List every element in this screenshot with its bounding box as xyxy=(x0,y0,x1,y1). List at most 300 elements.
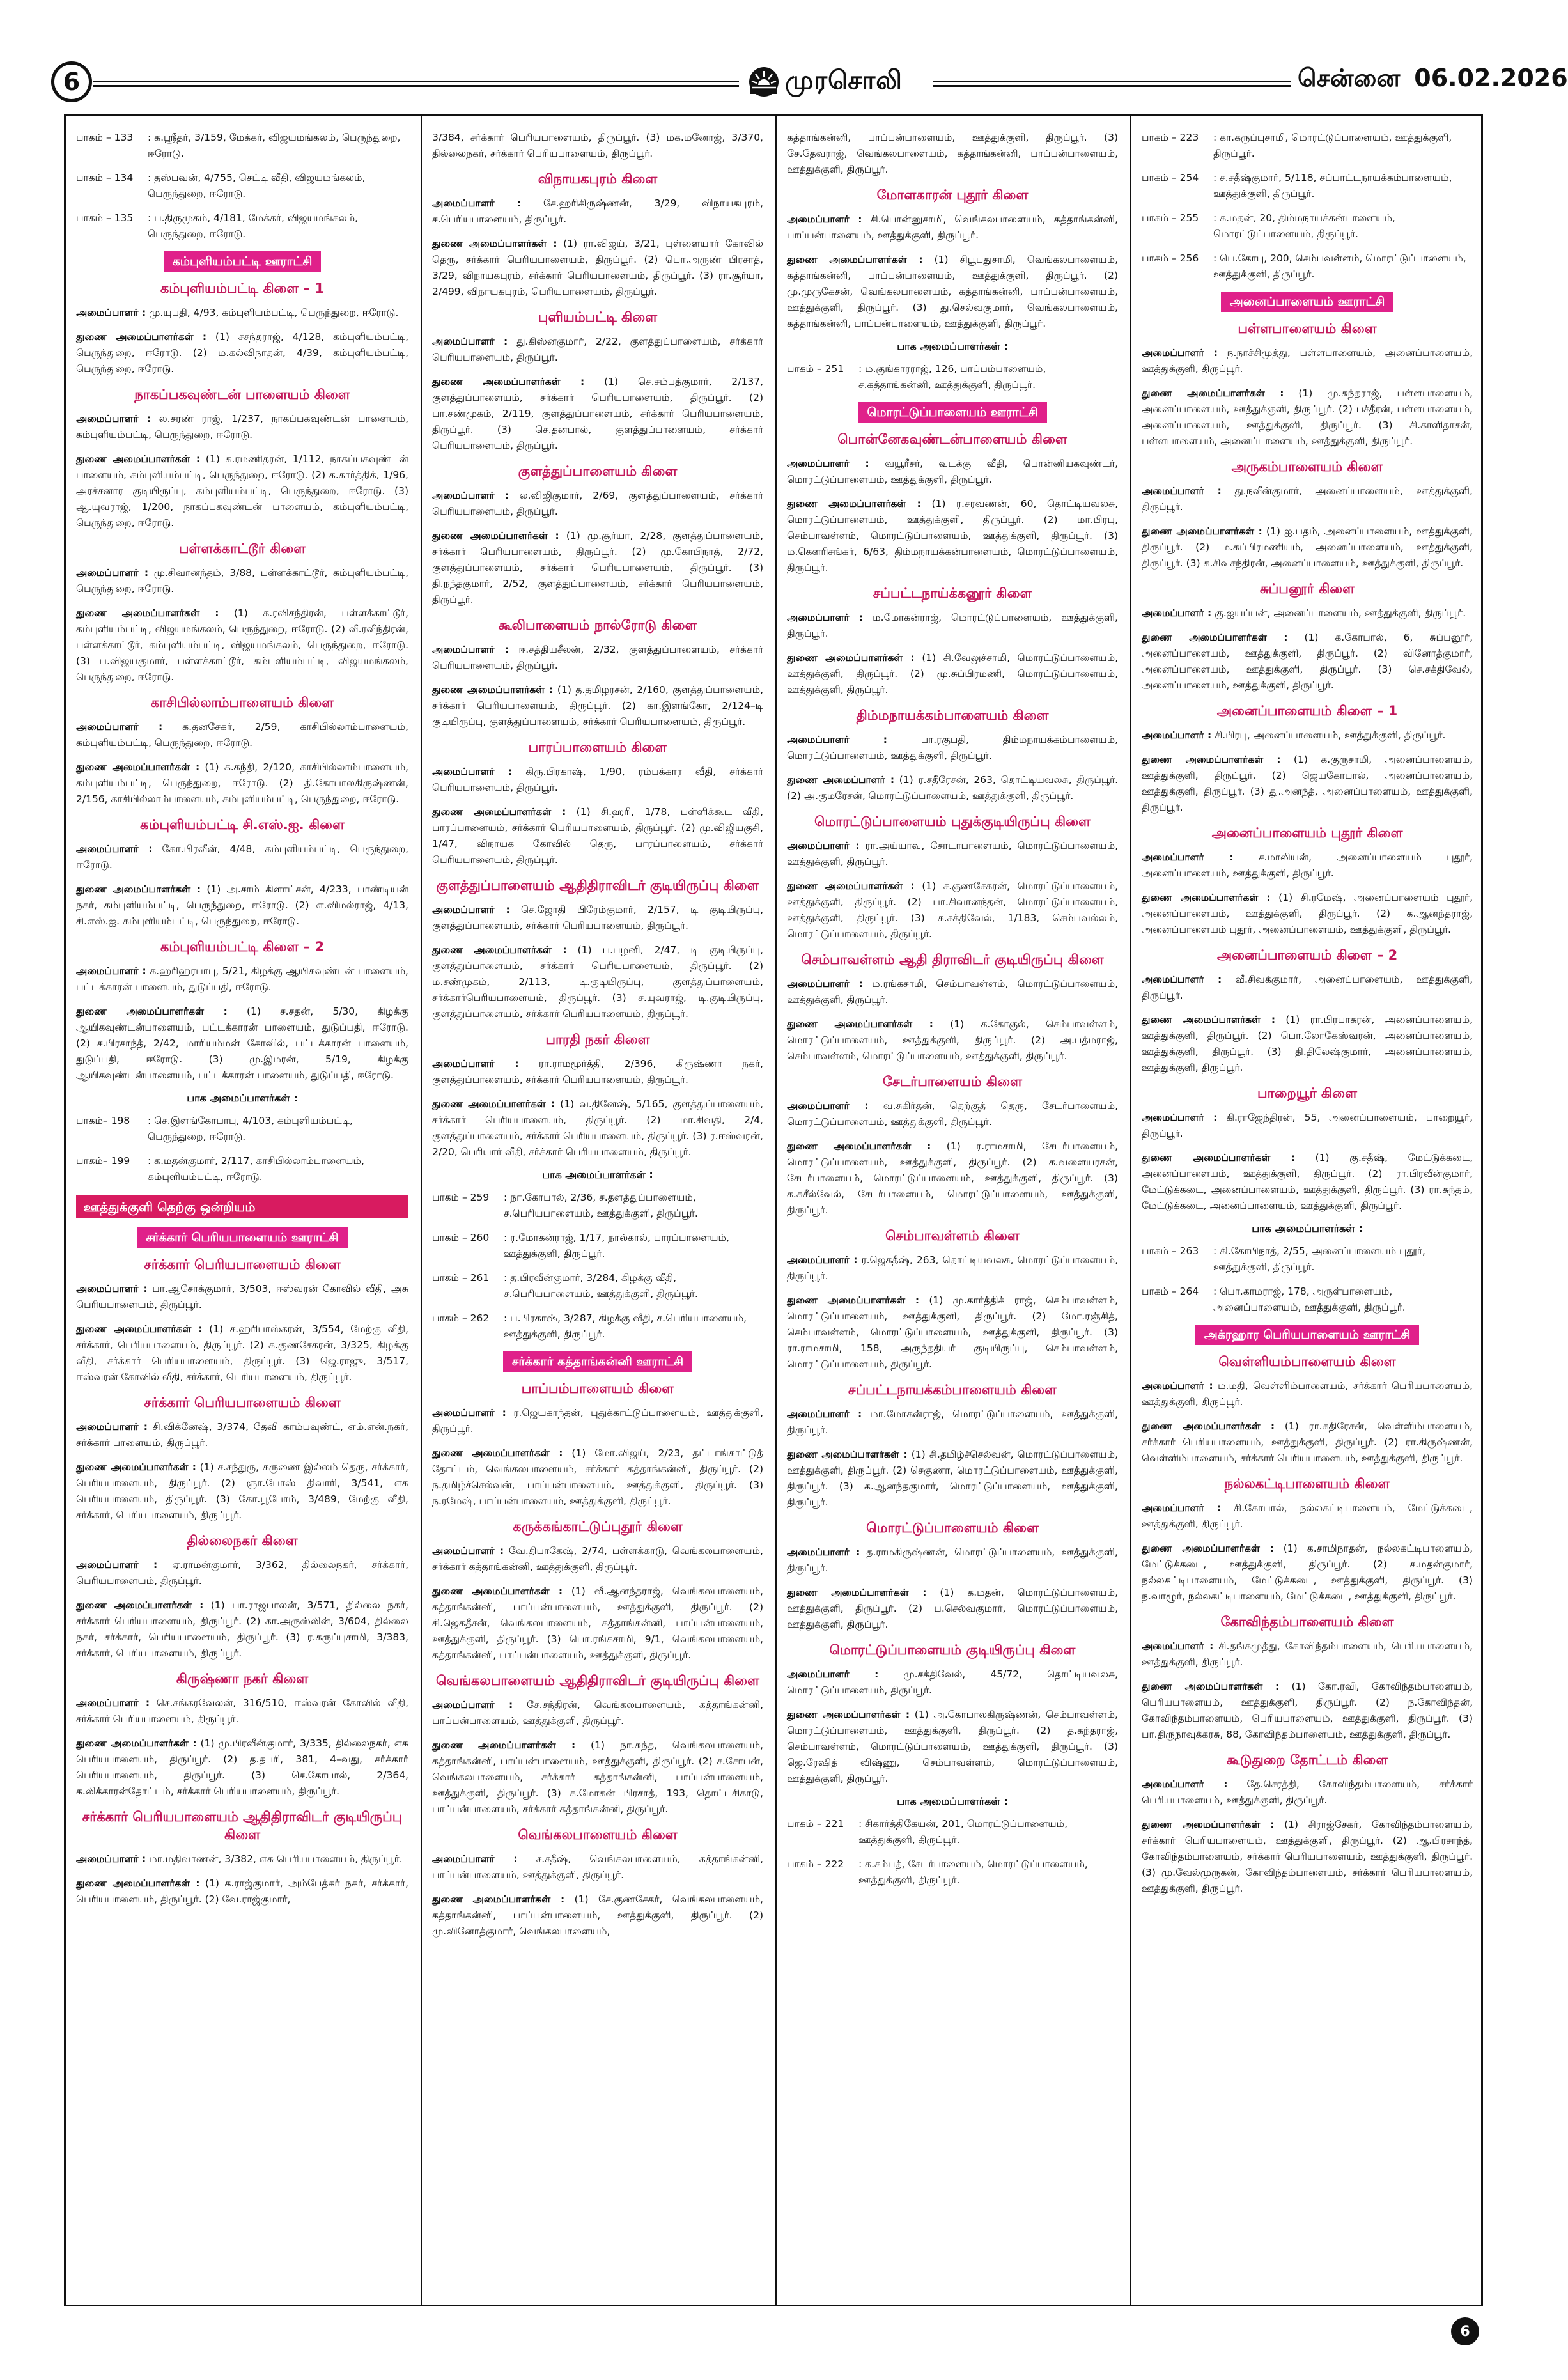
member-entry xyxy=(76,1598,408,1661)
member-text: (1) அ.கோபாலகிருஷ்ணன், செம்பாவள்ளம், மொரட்டுப்பாளையம், ஊத்துக்குளி, திருப்பூர். (2) த.கந்தராஜ், செம்பாவள்ளம், மொரட்டுப்பாளையம், ஊத்துக்குளி, திருப்பூர். (3) ஜெ.ரேஷித் விஷ்ணு, செம்பாவள்ளம், மொரட்டுப்பாளையம், ஊத்துக்குளி, திருப்பூர். xyxy=(787,1709,1118,1784)
member-text: க.தனசேகர், 2/59, காசிபில்லாம்பாளையம், கம்புளியம்பட்டி, பெருந்துறை, ஈரோடு. xyxy=(76,721,408,749)
member-entry xyxy=(76,305,408,321)
role-label: துணை அமைப்பாளர்கள் : xyxy=(432,1098,555,1110)
member-entry xyxy=(76,411,408,443)
booth-entry xyxy=(787,1856,1118,1888)
rising-sun-icon xyxy=(748,66,780,98)
role-label: துணை அமைப்பாளர்கள் : xyxy=(76,1461,196,1473)
booth-label: பாகம் – 262 xyxy=(432,1312,490,1324)
branch-heading: வெங்கலபாளையம் கிளை xyxy=(518,1827,678,1842)
branch-heading: மொரட்டுப்பாளையம் புதுக்குடியிருப்பு கிளை xyxy=(814,814,1091,829)
role-label: துணை அமைப்பாளர்கள் : xyxy=(432,1894,565,1905)
member-text: (1) பா.ராஜபாலன், 3/571, தில்லை நகர், சர்க்கார் பெரியபாளையம், திருப்பூர். (2) கா.அருஸ்லின், 3/604, தில்லை நகர், சர்க்கார், பெரியபாளையம், திருப்பூர். (3) ர.கருப்புசாமி, 3/383, சர்க்கார், பெரியபாளையம், திருப்பூர். xyxy=(76,1599,409,1659)
branch-heading: செம்பாவள்ளம் கிளை xyxy=(885,1228,1020,1243)
booth-entry xyxy=(76,210,408,242)
role-label: துணை அமைப்பாளர்கள் : xyxy=(76,761,200,773)
role-label: துணை அமைப்பாளர்கள் : xyxy=(1142,525,1262,537)
member-text: செ.ஜோதி பிரேம்குமார், 2/157, டி குடியிருப்பு, குளத்துப்பாளையம், சர்க்கார் பெரியபாளையம், திருப்பூர். xyxy=(432,904,763,931)
member-entry xyxy=(76,759,408,807)
member-text: (1) க.ரமணிதரன், 1/112, நாகப்பகவுண்டன் பாளையம், கம்புளியம்பட்டி, பெருந்துறை, ஈரோடு. (2) க.கார்த்திக், 1/96, அரச்சனார குடியிருப்பு, கம்புளியம்பட்டி, பெருந்துறை, ஈரோடு. (3) ஆ.யுவராஜ், 1/200, நாகப்பகவுண்டன் பாளையம், கம்புளியம்பட்டி, பெருந்துறை, ஈரோடு. xyxy=(76,453,409,529)
member-text: சி.தங்கமுத்து, கோவிந்தம்பாளையம், பெரியபாளையம், ஊத்துக்குளி, திருப்பூர். xyxy=(1142,1640,1473,1668)
booth-text: : கி.கோபிநாத், 2/55, அனைப்பாளையம் புதூர், ஊத்துக்குளி, திருப்பூர். xyxy=(1213,1245,1425,1273)
branch-heading: தில்லைநகர் கிளை xyxy=(187,1533,298,1548)
booth-label: பாகம் – 254 xyxy=(1142,172,1199,183)
edition-info xyxy=(1298,64,1568,96)
member-text: (1) மு.சுந்தராஜ், பள்ளபாளையம், அனைப்பாளையம், ஊத்துக்குளி, திருப்பூர். (2) பச்தீரன், பள்ளபாளையம், அனைப்பாளையம், ஊத்துக்குளி, திருப்பூர். (3) சி.காளிதாசன், பள்ளபாளையம், அனைப்பாளையம், ஊத்துக்குளி, திருப்பூர். xyxy=(1142,387,1473,447)
branch-heading: மொரட்டுப்பாளையம் கிளை xyxy=(866,1520,1039,1536)
branch-heading: சப்பட்டநாயக்கம்பாளையம் கிளை xyxy=(848,1382,1057,1397)
member-text: (1) க.ராஜ்குமார், அம்பேத்கர் நகர், சர்க்கார், பெரியபாளையம், திருப்பூர். (2) வே.ராஜ்குமார், xyxy=(76,1878,408,1905)
column-2 xyxy=(421,116,773,2305)
booth-text: : க.மதன், 20, திம்மநாயக்கன்பாளையம், மொரட்டுப்பாளையம், திருப்பூர். xyxy=(1213,212,1395,240)
member-text: (1) நா.சுந்த, வெங்கலபாளையம், கத்தாங்கன்னி, பாப்பன்பாளையம், ஊத்துக்குளி, திருப்பூர். (2) ச.சோபன், வெங்கலபாளையம், சர்க்கார் கத்தாங்கன்னி, பாப்பன்பாளையம், ஊத்துக்குளி, திருப்பூர். (3) க.மோகன் பிரசாத், 193, தொட்டசிகாடு, பாப்பன்பாளையம், சர்க்கார் கத்தாங்கன்னி, திருப்பூர். xyxy=(432,1739,763,1815)
role-label: துணை அமைப்பாளர்கள் : xyxy=(76,1006,228,1017)
member-text: தே.செரத்தி, கோவிந்தம்பாளையம், சர்க்கார் பெரியபாளையம், ஊத்துக்குளி, திருப்பூர். xyxy=(1142,1778,1473,1806)
booth-text: : ம.குங்காரராஜ், 126, பாப்பம்பாளையம், ச.கத்தாங்கன்னி, ஊத்துக்குளி, திருப்பூர். xyxy=(858,363,1046,391)
branch-heading: குளத்துப்பாளையம் ஆதிதிராவிடர் குடியிருப்பு கிளை xyxy=(436,878,759,893)
member-text: (1) ச.குணசேகரன், மொரட்டுப்பாளையம், ஊத்துக்குளி, திருப்பூர். (2) பா.சிவானந்தன், மொரட்டுப்பாளையம், ஊத்துக்குளி, திருப்பூர். (3) க.சக்திவேல், 1/183, செம்பவல்லம், மொரட்டுப்பாளையம், திருப்பூர். xyxy=(787,880,1118,940)
role-label: துணை அமைப்பாளர்கள் : xyxy=(787,652,915,664)
member-text: ச.மாலியன், அனைப்பாளையம் புதூர், அனைப்பாளையம், ஊத்துக்குளி, திருப்பூர். xyxy=(1142,852,1473,879)
member-entry xyxy=(76,719,408,751)
member-entry xyxy=(432,902,763,934)
booth-entry xyxy=(1142,251,1473,283)
member-text: (1) ஐ.பதம், அனைப்பாளையம், ஊத்துக்குளி, திருப்பூர். (2) ம.சுப்பிரமணியம், அனைப்பாளையம், ஊத்துக்குளி, திருப்பூர். (3) க.சிவசந்திரன், அனைப்பாளையம், ஊத்துக்குளி, திருப்பூர். xyxy=(1142,525,1473,569)
member-text: கோ.பிரவீன், 4/48, கம்புளியம்பட்டி, பெருந்துறை, ஈரோடு. xyxy=(76,843,408,871)
footer-page-number: 6 xyxy=(1451,2317,1479,2345)
booth-entry xyxy=(1142,170,1473,202)
booth-entry xyxy=(1142,210,1473,242)
member-entry xyxy=(432,236,763,300)
member-entry xyxy=(787,772,1118,804)
role-label: துணை அமைப்பாளர்கள் : xyxy=(787,1018,933,1030)
role-label: துணை அமைப்பாளர்கள் : xyxy=(787,1709,910,1720)
booth-organisers-heading: பாக அமைப்பாளர்கள் : xyxy=(897,340,1008,352)
member-text: சே.ஹரிகிருஷ்ணன், 3/29, விநாயகபுரம், ச.பெரியபாளையம், திருப்பூர். xyxy=(432,198,763,225)
role-label: அமைப்பாளர் : xyxy=(1142,607,1212,619)
edition-city: சென்னை xyxy=(1298,64,1401,92)
member-text: 3/384, சர்க்கார் பெரியபாளையம், திருப்பூர். (3) மக.மனோஜ், 3/370, தில்லைநகர், சர்க்கார் பெரியபாளையம், திருப்பூர். xyxy=(432,132,763,159)
role-label: துணை அமைப்பாளர்கள் : xyxy=(1142,754,1281,765)
member-entry xyxy=(1142,1817,1473,1897)
booth-label: பாகம் – 251 xyxy=(787,363,844,375)
booth-entry xyxy=(432,1230,763,1262)
member-entry xyxy=(787,1667,1118,1699)
union-heading: ஊத்துக்குளி தெற்கு ஒன்றியம் xyxy=(76,1195,408,1218)
branch-heading: பொன்னேகவுண்டன்பாளையம் கிளை xyxy=(837,432,1067,447)
booth-entry xyxy=(787,1816,1118,1848)
branch-heading: கூலிபாளையம் நால்ரோடு கிளை xyxy=(498,618,697,633)
branch-heading: அனைப்பாளையம் கிளை – 1 xyxy=(1216,703,1398,719)
booth-text: : பொ.காமராஜ், 178, அருள்பாளையம், அனைப்பாளையம், ஊத்துக்குளி, திருப்பூர். xyxy=(1213,1286,1406,1313)
member-entry xyxy=(787,610,1118,642)
role-label: துணை அமைப்பாளர்கள் : xyxy=(1142,1420,1275,1432)
member-text: (1) க.சாமிநாதன், நல்லகட்டிபாளையம், மேட்டுக்கடை, ஊத்துக்குளி, திருப்பூர். (2) ச.மதன்குமார், நல்லகட்டிபாளையம், மேட்டுக்கடை, ஊத்துக்குளி, திருப்பூர். (3) ந.வாழூர், நல்லகட்டிபாளையம், மேட்டுக்கடை, ஊத்துக்குளி, திருப்பூர். xyxy=(1142,1543,1473,1602)
header-rule-left xyxy=(93,81,739,87)
branch-heading: காசிபில்லாம்பாளையம் கிளை xyxy=(150,695,334,710)
member-text: (1) வீ.ஆனந்தராஜ், வெங்கலபாளையம், கத்தாங்கன்னி, பாப்பன்பாளையம், ஊத்துக்குளி, திருப்பூர். (2) சி.ஜெகதீசன், வெங்கலபாளையம், கத்தாங்கன்னி, பாப்பன்பாளையம், ஊத்துக்குளி, திருப்பூர். (3) பொ.ரங்கசாமி, 9/1, வெங்கலபாளையம், கத்தாங்கன்னி, பாப்பன்பாளையம், ஊத்துக்குளி, திருப்பூர். xyxy=(432,1585,763,1661)
member-text: ம.மதி, வெள்ளிம்பாளையம், சர்க்கார் பெரியபாளையம், ஊத்துக்குளி, திருப்பூர். xyxy=(1142,1380,1473,1408)
branch-heading: மோளகாரன் புதூர் கிளை xyxy=(876,187,1029,203)
member-text: (1) சி.ரமேஷ், அனைப்பாளையம் புதூர், அனைப்பாளையம், ஊத்துக்குளி, திருப்பூர். (2) க.ஆனந்தராஜ், அனைப்பாளையம் புதூர், அனைப்பாளையம், ஊத்துக்குளி, திருப்பூர். xyxy=(1142,892,1473,935)
member-entry xyxy=(1142,483,1473,515)
branch-heading: சேடர்பாளையம் கிளை xyxy=(883,1074,1022,1089)
booth-entry xyxy=(1142,1243,1473,1275)
role-label: அமைப்பாளர் : xyxy=(76,307,146,318)
role-label: துணை அமைப்பாளர்கள் : xyxy=(76,331,207,343)
role-label: துணை அமைப்பாளர்கள் : xyxy=(1142,387,1284,399)
role-label: அமைப்பாளர் : xyxy=(787,840,860,852)
member-text: து.கிஸ்னகுமார், 2/22, குளத்துப்பாளையம், சர்க்கார் பெரியபாளையம், திருப்பூர். xyxy=(432,336,763,363)
member-text: (1) ரா.பிரபாகரன், அனைப்பாளையம், ஊத்துக்குளி, திருப்பூர். (2) பொ.லோகேஸ்வரன், அனைப்பாளையம், ஊத்துக்குளி, திருப்பூர். (3) தி.திலேஷ்குமார், அனைப்பாளையம், ஊத்துக்குளி, திருப்பூர். xyxy=(1142,1014,1473,1073)
branch-heading: கிருஷ்ணா நகர் கிளை xyxy=(176,1671,309,1686)
member-text: (1) க.மதன், மொரட்டுப்பாளையம், ஊத்துக்குளி, திருப்பூர். (2) ப.செல்வகுமார், மொரட்டுப்பாளையம், ஊத்துக்குளி, திருப்பூர். xyxy=(787,1587,1118,1630)
booth-label: பாகம் – 263 xyxy=(1142,1245,1199,1257)
booth-label: பாகம் – 223 xyxy=(1142,132,1199,143)
member-text: (1) ச.ஹரிபாஸ்கரன், 3/554, மேற்கு வீதி, சர்க்கார், பெரியபாளையம், திருப்பூர். (2) க.குணசேகரன், 3/325, கிழக்கு வீதி, சர்க்கார் பெரியபாளையம், திருப்பூர். (3) ஜெ.ராஜு, 3/517, ஈஸ்வரன் கோவில் வீதி, சர்க்கார், பெரியபாளையம், திருப்பூர். xyxy=(76,1323,408,1383)
member-text: (1) ர.சரவணன், 60, தொட்டியவலசு, மொரட்டுப்பாளையம், ஊத்துக்குளி, திருப்பூர். (2) மா.பிரபு, செம்பாவள்ளம், மொரட்டுப்பாளையம், ஊத்துக்குளி, திருப்பூர். (3) ம.கௌரிசங்கர், 6/63, திம்மநாயக்கன்பாளையம், மொரட்டுப்பாளையம், திருப்பூர். xyxy=(787,498,1118,573)
role-label: அமைப்பாளர் : xyxy=(76,1421,148,1433)
branch-heading: பள்ளபாளையம் கிளை xyxy=(1238,321,1377,336)
role-label: அமைப்பாளர் : xyxy=(787,612,864,623)
member-entry xyxy=(1142,1638,1473,1670)
member-entry xyxy=(787,650,1118,698)
branch-heading: பாப்பம்பாளையம் கிளை xyxy=(521,1381,674,1396)
member-text: செ.சங்கரவேலன், 316/510, ஈஸ்வரன் கோவில் வீதி, சர்க்கார் பெரியபாளையம், திருப்பூர். xyxy=(76,1697,408,1725)
member-text: மா.மோகன்ராஜ், மொரட்டுப்பாளையம், ஊத்துக்குளி, திருப்பூர். xyxy=(787,1408,1118,1436)
member-text: ச.சதீஷ், வெங்கலபாளையம், கத்தாங்கன்னி, பாப்பன்பாளையம், ஊத்துக்குளி, திருப்பூர். xyxy=(432,1853,763,1881)
member-text: (1) ச.சந்துரு, கருணை இல்லம் தெரு, சர்க்கார், பெரியபாளையம், திருப்பூர். (2) ஞா.போஸ் திவாரி, 3/541, எசு பெரியபாளையம், திருப்பூர். (3) கோ.பூபோம், 3/489, மேற்கு வீதி, சர்க்கார், பெரியபாளையம், திருப்பூர். xyxy=(76,1461,409,1521)
member-entry xyxy=(432,1583,763,1663)
booth-text: : ர.மோகன்ராஜ், 1/17, நால்கால், பாரப்பாளையம், ஊத்துக்குளி, திருப்பூர். xyxy=(504,1232,729,1259)
role-label: துணை அமைப்பாளர்கள் : xyxy=(432,1585,563,1597)
booth-label: பாகம் – 259 xyxy=(432,1192,490,1203)
member-entry xyxy=(76,1851,408,1867)
member-text: (1) க.குருசாமி, அனைப்பாளையம், ஊத்துக்குளி, திருப்பூர். (2) ஜெயகோபால், அனைப்பாளையம், ஊத்துக்குளி, திருப்பூர். (3) து.அனந்த், அனைப்பாளையம், ஊத்துக்குளி, திருப்பூர். xyxy=(1142,754,1473,813)
member-entry xyxy=(787,1139,1118,1218)
branch-heading: வெங்கலபாளையம் ஆதிதிராவிடர் குடியிருப்பு கிளை xyxy=(436,1673,759,1688)
booth-text: : க.சம்பத், சேடர்பாளையம், மொரட்டுப்பாளையம், ஊத்துக்குளி, திருப்பூர். xyxy=(858,1858,1088,1886)
member-text: சி.விக்னேஷ், 3/374, தேவி காம்பவுண்ட், எம்.என்.நகர், சர்க்கார் பாளையம், திருப்பூர். xyxy=(76,1421,408,1449)
member-entry xyxy=(432,488,763,520)
member-entry xyxy=(787,1707,1118,1787)
member-text: (1) சே.குணசேகர், வெங்கலபாளையம், கத்தாங்கன்னி, பாப்பன்பாளையம், ஊத்துக்குளி, திருப்பூர். (2) மு.வினோத்குமார், வெங்கலபாளையம், xyxy=(432,1894,763,1937)
role-label: துணை அமைப்பாளர் : xyxy=(787,774,895,786)
branch-heading: கருக்கங்காட்டுப்புதூர் கிளை xyxy=(513,1519,683,1534)
panchayat-heading: சர்க்கார் கத்தாங்கன்னி ஊராட்சி xyxy=(503,1351,692,1372)
member-entry xyxy=(432,1892,763,1940)
role-label: துணை அமைப்பாளர்கள் : xyxy=(787,1295,920,1306)
role-label: அமைப்பாளர் : xyxy=(432,1853,518,1865)
booth-label: பாகம் – 134 xyxy=(76,172,134,183)
role-label: அமைப்பாளர் : xyxy=(76,567,149,579)
role-label: துணை அமைப்பாளர்கள் : xyxy=(432,944,567,956)
member-entry xyxy=(1142,1679,1473,1743)
member-entry xyxy=(76,882,408,929)
member-entry xyxy=(1142,345,1473,377)
booth-label: பாகம் – 135 xyxy=(76,212,134,224)
booth-entry xyxy=(76,170,408,202)
member-entry xyxy=(1142,890,1473,938)
branch-heading: சப்பட்டநாய்க்கனூர் கிளை xyxy=(873,586,1032,601)
member-text: (1) சி.ஹரி, 1/78, பள்ளிக்கூட வீதி, பாரப்பாளையம், சர்க்கார் பெரியபாளையம், திருப்பூர். (2) மு.விஜியகுசி, 1/47, விநாயக கோவில் தெரு, பாரப்பாளையம், சர்க்கார் பெரியபாளையம், திருப்பூர். xyxy=(432,806,763,866)
column-1 xyxy=(66,116,419,2305)
member-entry xyxy=(1142,1150,1473,1214)
member-entry xyxy=(1142,385,1473,449)
role-label: துணை அமைப்பாளர்கள் : xyxy=(432,684,554,696)
member-entry xyxy=(1142,630,1473,694)
member-entry xyxy=(1142,1012,1473,1076)
role-label: துணை அமைப்பாளர்கள் : xyxy=(787,1587,927,1598)
role-label: அமைப்பாளர் : xyxy=(432,1699,513,1711)
page-number-badge: 6 xyxy=(51,61,92,102)
booth-label: பாகம் – 261 xyxy=(432,1272,490,1284)
member-text: ம.மோகன்ராஜ், மொரட்டுப்பாளையம், ஊத்துக்குளி, திருப்பூர். xyxy=(787,612,1118,639)
booth-text: : த.பிரவீன்குமார், 3/284, கிழக்கு வீதி, ச.பெரியபாளையம், ஊத்துக்குளி, திருப்பூர். xyxy=(504,1272,698,1300)
role-label: துணை அமைப்பாளர்கள் : xyxy=(76,607,219,619)
member-entry xyxy=(1142,524,1473,572)
role-label: துணை அமைப்பாளர்கள் : xyxy=(76,1323,203,1335)
member-entry xyxy=(432,642,763,674)
branch-heading: பாரதி நகர் கிளை xyxy=(545,1032,650,1047)
member-text: சி.பிரபு, அனைப்பாளையம், ஊத்துக்குளி, திருப்பூர். xyxy=(1211,729,1446,741)
role-label: அமைப்பாளர் : xyxy=(1142,1112,1218,1123)
branch-heading: சர்க்கார் பெரியபாளையம் கிளை xyxy=(144,1257,341,1272)
role-label: துணை அமைப்பாளர்கள் : xyxy=(1142,1152,1295,1163)
role-label: அமைப்பாளர் : xyxy=(432,644,509,655)
member-text: (1) த.தமிழரசன், 2/160, குளத்துப்பாளையம், சர்க்கார் பெரியபாளையம், திருப்பூர். (2) கா.இளங்கோ, 2/124–டி குடியிருப்பு, குளத்துப்பாளையம், சர்க்கார் பெரியபாளையம், திருப்பூர். xyxy=(432,684,763,727)
role-label: துணை அமைப்பாளர்கள் : xyxy=(1142,1543,1274,1554)
member-entry xyxy=(76,1736,408,1800)
member-entry xyxy=(787,1447,1118,1511)
member-entry xyxy=(76,1321,408,1385)
member-entry xyxy=(787,456,1118,488)
branch-heading: செம்பாவள்ளம் ஆதி திராவிடர் குடியிருப்பு கிளை xyxy=(801,952,1104,967)
member-entry xyxy=(787,212,1118,244)
booth-organisers-heading: பாக அமைப்பாளர்கள் : xyxy=(542,1169,653,1181)
member-text: பா.ஆசோக்குமார், 3/503, ஈஸ்வரன் கோவில் வீதி, அசு பெரியபாளையம், திருப்பூர். xyxy=(76,1283,408,1311)
role-label: அமைப்பாளர் : xyxy=(787,1408,862,1420)
booth-text: : ப.பிரகாஷ், 3/287, கிழக்கு வீதி, ச.பெரியபாளையம், ஊத்துக்குளி, திருப்பூர். xyxy=(504,1312,747,1340)
member-entry xyxy=(76,565,408,597)
member-entry xyxy=(1142,1541,1473,1605)
member-text: ர.ஜெயகாந்தன், புதுக்காட்டுப்பாளையம், ஊத்துக்குளி, திருப்பூர். xyxy=(432,1407,763,1435)
booth-entry xyxy=(1142,130,1473,162)
member-text: (1) செ.சம்பத்குமார், 2/137, குளத்துப்பாளையம், சர்க்கார் பெரியபாளையம், திருப்பூர். (2) பா.சண்முகம், 2/119, குளத்துப்பாளையம், சர்க்கார் பெரியபாளையம், திருப்பூர். (3) செ.தனபால், குளத்துப்பாளையம், சர்க்கார் பெரியபாளையம், திருப்பூர். xyxy=(432,376,764,451)
header-rule-right xyxy=(933,81,1291,87)
member-entry xyxy=(1142,752,1473,816)
member-entry xyxy=(1142,605,1473,621)
member-entry xyxy=(1142,1110,1473,1142)
member-entry xyxy=(432,374,763,454)
role-label: துணை அமைப்பாளர்கள் : xyxy=(432,238,557,249)
member-entry xyxy=(76,1695,408,1727)
member-entry xyxy=(432,1096,763,1160)
role-label: அமைப்பாளர் : xyxy=(432,336,508,347)
branch-heading: பாறையூர் கிளை xyxy=(1257,1085,1357,1101)
role-label: அமைப்பாளர் : xyxy=(1142,1778,1228,1790)
column-3 xyxy=(775,116,1128,2305)
branch-heading: மொரட்டுப்பாளையம் குடியிருப்பு கிளை xyxy=(829,1642,1076,1658)
member-text: சி.பொன்னுசாமி, வெங்கலபாளையம், கத்தாங்கன்னி, பாப்பன்பாளையம், ஊத்துக்குளி, திருப்பூர். xyxy=(787,214,1118,241)
role-label: துணை அமைப்பாளர்கள் : xyxy=(1142,1014,1276,1025)
role-label: அமைப்பாளர் : xyxy=(432,1058,519,1069)
role-label: அமைப்பாளர் : xyxy=(787,1254,858,1266)
role-label: துணை அமைப்பாளர்கள் : xyxy=(1142,632,1288,643)
member-text: ர.ஜெகதீஷ், 263, தொட்டியவலசு, மொரட்டுப்பாளையம், திருப்பூர். xyxy=(787,1254,1118,1282)
member-text: (1) சிராஜ்சேகர், கோவிந்தம்பாளையம், சர்க்கார் பெரியபாளையம், ஊத்துக்குளி, திருப்பூர். (2) ஆ.பிரசாந்த், கோவிந்தம்பாளையம், சர்க்கார் பெரியபாளையம், ஊத்துக்குளி, திருப்பூர். (3) மு.வேல்முருகன், கோவிந்தம்பாளையம், சர்க்கார் பெரியபாளையம், ஊத்துக்குளி, திருப்பூர். xyxy=(1142,1819,1473,1894)
role-label: அமைப்பாளர் : xyxy=(76,843,153,855)
role-label: அமைப்பாளர் : xyxy=(787,1546,860,1558)
branch-heading: அனைப்பாளையம் புதூர் கிளை xyxy=(1211,825,1403,841)
member-text: (1) சசந்தராஜ், 4/128, கம்புளியம்பட்டி, பெருந்துறை, ஈரோடு. (2) ம.கல்விநாதன், 4/39, கம்புளியம்பட்டி, பெருந்துறை, ஈரோடு. xyxy=(76,331,408,375)
branch-heading: அருகம்பாளையம் கிளை xyxy=(1231,459,1383,474)
member-text: (1) கோ.ரவி, கோவிந்தம்பாளையம், பெரியபாளையம், ஊத்துக்குளி, திருப்பூர். (2) ந.கோவிந்தன், கோவிந்தம்பாளையம், பெரியபாளையம், ஊத்துக்குளி, திருப்பூர். (3) பா.திருநாவுக்கரசு, 88, கோவிந்தம்பாளையம், ஊத்துக்குளி, திருப்பூர். xyxy=(1142,1681,1473,1740)
member-entry xyxy=(76,1557,408,1589)
edition-date: 06.02.2026 xyxy=(1414,64,1568,92)
member-text: (1) அ.சாம் கிளாட்சன், 4/233, பாண்டியன் நகர், கம்புளியம்பட்டி, பெருந்துறை, ஈரோடு. (2) எ.விமல்ராஜ், 4/13, சி.எஸ்.ஐ. கம்புளியம்பட்டி, பெருந்துறை, ஈரோடு. xyxy=(76,883,409,927)
role-label: துணை அமைப்பாளர்கள் : xyxy=(432,806,566,818)
booth-organisers-heading: பாக அமைப்பாளர்கள் : xyxy=(187,1092,298,1104)
role-label: அமைப்பாளர் : xyxy=(432,904,510,915)
member-text: கு.ஐயப்பன், அனைப்பாளையம், ஊத்துக்குளி, திருப்பூர். xyxy=(1211,607,1466,619)
panchayat-heading: சர்க்கார் பெரியபாளையம் ஊராட்சி xyxy=(137,1227,347,1248)
role-label: துணை அமைப்பாளர்கள் : xyxy=(432,1447,563,1459)
member-text: (1) க.ரவிசந்திரன், பள்ளக்காட்டூர், கம்புளியம்பட்டி, விஜயமங்கலம், பெருந்துறை, ஈரோடு. (2) வீ.ரவீந்திரன், பள்ளக்காட்டூர், கம்புளியம்பட்டி, விஜயமங்கலம், பெருந்துறை, ஈரோடு. (3) ப.விஜயகுமார், பள்ளக்காட்டூர், கம்புளியம்பட்டி, விஜயமங்கலம், பெருந்துறை, ஈரோடு. xyxy=(76,607,409,683)
member-entry xyxy=(76,1419,408,1451)
role-label: அமைப்பாளர் : xyxy=(1142,852,1234,863)
member-entry xyxy=(787,1544,1118,1576)
member-entry xyxy=(432,1056,763,1088)
member-text: க.ஹரிஹரபாபு, 5/21, கிழக்கு ஆயிகவுண்டன் பாளையம், பட்டக்காரன் பாளையம், துடுப்பதி, ஈரோடு. xyxy=(76,965,408,993)
role-label: துணை அமைப்பாளர்கள் : xyxy=(1142,1681,1280,1692)
role-label: துணை அமைப்பாளர்கள் : xyxy=(76,883,201,895)
role-label: அமைப்பாளர் : xyxy=(1142,729,1212,741)
paper-name: முரசொலி xyxy=(785,65,903,95)
member-entry xyxy=(787,1585,1118,1633)
member-text: மு.யுபதி, 4/93, கம்புளியம்பட்டி, பெருந்துறை, ஈரோடு. xyxy=(146,307,399,318)
booth-text: : க.ஸ்ரீதர், 3/159, மேக்கர், விஜயமங்கலம், பெருந்துறை, ஈரோடு. xyxy=(148,132,401,159)
member-text: (1) வ.தினேஷ், 5/165, குளத்துப்பாளையம், சர்க்கார் பெரியபாளையம், திருப்பூர். (2) மா.சிவதி, 2/4, குளத்துப்பாளையம், சர்க்கார் பெரியபாளையம், திருப்பூர். (3) ர.ஈஸ்வரன், 2/20, பெரியார் வீதி, சர்க்கார் பெரியபாளையம், திருப்பூர். xyxy=(432,1098,763,1158)
member-entry xyxy=(432,804,763,868)
role-label: அமைப்பாளர் : xyxy=(432,1545,504,1557)
booth-text: : க.மதன்குமார், 2/117, காசிபில்லாம்பாளையம், கம்புளியம்பட்டி, ஈரோடு. xyxy=(148,1155,364,1183)
member-entry xyxy=(1142,1777,1473,1808)
role-label: துணை அமைப்பாளர்கள் : xyxy=(432,1739,576,1751)
role-label: துணை அமைப்பாளர்கள் : xyxy=(787,880,915,892)
booth-text: : சிகார்த்திகேயன், 201, மொரட்டுப்பாளையம், ஊத்துக்குளி, திருப்பூர். xyxy=(858,1818,1068,1846)
member-entry xyxy=(76,1281,408,1313)
member-entry xyxy=(432,682,763,730)
member-entry xyxy=(432,764,763,796)
role-label: அமைப்பாளர் : xyxy=(76,413,151,424)
member-text: மா.மதிவாணன், 3/382, எசு பெரியபாளையம், திருப்பூர். xyxy=(146,1853,403,1865)
branch-heading: அனைப்பாளையம் கிளை – 2 xyxy=(1216,947,1398,963)
member-text: ரா.ராமமூர்த்தி, 2/396, கிருஷ்ணா நகர், குளத்துப்பாளையம், சர்க்கார் பெரியபாளையம், திருப்பூர். xyxy=(432,1058,763,1085)
paper-logo xyxy=(748,64,903,100)
role-label: அமைப்பாளர் : xyxy=(1142,1640,1214,1652)
member-text: (1) கு.சதீஷ், மேட்டுக்கடை, அனைப்பாளையம், ஊத்துக்குளி, திருப்பூர். (2) ரா.பிரவீன்குமார், மேட்டுக்கடை, அனைப்பாளையம், ஊத்துக்குளி, திருப்பூர். (3) ரா.சுந்தம், மேட்டுக்கடை, அனைப்பாளையம், ஊத்துக்குளி, திருப்பூர். xyxy=(1142,1152,1473,1211)
role-label: துணை அமைப்பாளர்கள் : xyxy=(787,1140,931,1152)
role-label: துணை அமைப்பாளர்கள் : xyxy=(1142,892,1271,903)
member-text: (1) மு.கார்த்திக் ராஜ், செம்பாவள்ளம், மொரட்டுப்பாளையம், ஊத்துக்குளி, திருப்பூர். (2) மோ.ரஞ்சித், செம்பாவள்ளம், மொரட்டுப்பாளையம், ஊத்துக்குளி, திருப்பூர். (3) ரா.ராமசாமி, 158, அருந்ததியர் குடியிருப்பு, செம்பாவள்ளம், மொரட்டுப்பாளையம், திருப்பூர். xyxy=(787,1295,1118,1370)
member-text: (1) க.கந்தி, 2/120, காசிபில்லாம்பாளையம், கம்புளியம்பட்டி, பெருந்துறை, ஈரோடு. (2) தி.கோபாலகிருஷ்ணன், 2/156, காசிபில்லாம்பாளையம், கம்புளியம்பட்டி, பெருந்துறை, ஈரோடு. xyxy=(76,761,409,805)
member-entry xyxy=(432,1445,763,1509)
member-text: து.நவீன்குமார், அனைப்பாளையம், ஊத்துக்குளி, திருப்பூர். xyxy=(1142,485,1473,513)
member-text: கத்தாங்கன்னி, பாப்பன்பாளையம், ஊத்துக்குளி, திருப்பூர். (3) சே.தேவராஜ், வெங்கலபாளையம், கத்தாங்கன்னி, பாப்பன்பாளையம், ஊத்துக்குளி, திருப்பூர். xyxy=(787,132,1118,175)
member-entry xyxy=(787,252,1118,332)
member-text: கிரு.பிரகாஷ், 1/90, ரம்பக்கார வீதி, சர்க்கார் பெரியபாளையம், திருப்பூர். xyxy=(432,766,763,793)
role-label: அமைப்பாளர் : xyxy=(787,734,887,745)
booth-label: பாகம் – 222 xyxy=(787,1858,844,1870)
panchayat-heading: அனைப்பாளையம் ஊராட்சி xyxy=(1221,292,1394,312)
role-label: அமைப்பாளர் : xyxy=(787,978,863,990)
role-label: அமைப்பாளர் : xyxy=(432,1407,506,1419)
booth-entry xyxy=(76,1113,408,1145)
booth-label: பாகம்– 198 xyxy=(76,1115,130,1126)
member-text: ல.சரண் ராஜ், 1/237, நாகப்பகவுண்டன் பாளையம், கம்புளியம்பட்டி, பெருந்துறை, ஈரோடு. xyxy=(76,413,409,440)
branch-heading: கம்புளியம்பட்டி கிளை – 1 xyxy=(160,281,325,296)
member-entry xyxy=(432,1697,763,1729)
booth-entry xyxy=(787,361,1118,393)
booth-label: பாகம்– 199 xyxy=(76,1155,130,1167)
booth-label: பாகம் – 256 xyxy=(1142,253,1199,264)
member-text: (1) க.கோபால், 6, சுப்பனூர், அனைப்பாளையம், ஊத்துக்குளி, திருப்பூர். (2) வினோத்குமார், அனைப்பாளையம், ஊத்துக்குளி, திருப்பூர். (3) செ.சக்திவேல், அனைப்பாளையம், ஊத்துக்குளி, திருப்பூர். xyxy=(1142,632,1473,691)
role-label: அமைப்பாளர் : xyxy=(1142,347,1218,359)
member-text: (1) ரா.கதிரேசன், வெள்ளிம்பாளையம், சர்க்கார் பெரியபாளையம், ஊத்துக்குளி, திருப்பூர். (2) ரா.கிருஷ்ணன், வெள்ளிம்பாளையம், சர்க்கார் பெரியபாளையம், ஊத்துக்குளி, திருப்பூர். xyxy=(1142,1420,1473,1464)
member-text: (1) மு.சூர்யா, 2/28, குளத்துப்பாளையம், சர்க்கார் பெரியபாளையம், திருப்பூர். (2) மு.கோபிநாத், 2/72, குளத்துப்பாளையம், சர்க்கார் பெரியபாளையம், திருப்பூர். (3) தி.நந்தகுமார், 2/52, குளத்துப்பாளையம், சர்க்கார் பெரியபாளையம், திருப்பூர். xyxy=(432,530,764,605)
member-text: வயூரீசர், வடக்கு வீதி, பொன்னியகவுண்டர், மொரட்டுப்பாளையம், ஊத்துக்குளி, திருப்பூர். xyxy=(787,458,1118,485)
member-text: (1) சி.தமிழ்ச்செல்வன், மொரட்டுப்பாளையம், ஊத்துக்குளி, திருப்பூர். (2) செகுணா, மொரட்டுப்பாளையம், ஊத்துக்குளி, திருப்பூர். (3) க.ஆனந்தகுமார், மொரட்டுப்பாளையம், ஊத்துக்குளி, திருப்பூர். xyxy=(787,1449,1118,1508)
booth-entry xyxy=(1142,1284,1473,1316)
masthead xyxy=(51,61,1568,100)
member-entry xyxy=(787,1293,1118,1373)
role-label: அமைப்பாளர் : xyxy=(76,1283,148,1295)
member-text: வே.திபாகேஷ், 2/74, பள்ளக்காடு, வெங்கலபாளையம், சர்க்கார் கத்தாங்கன்னி, ஊத்துக்குளி, திருப்பூர். xyxy=(432,1545,763,1573)
booth-label: பாகம் – 133 xyxy=(76,132,134,143)
member-text: சே.சந்திரன், வெங்கலபாளையம், கத்தாங்கன்னி, பாப்பன்பாளையம், ஊத்துக்குளி, திருப்பூர். xyxy=(432,1699,763,1727)
member-text: (1) ர.ராமசாமி, சேடர்பாளையம், மொரட்டுப்பாளையம், ஊத்துக்குளி, திருப்பூர். (2) க.வளையரசன், சேடர்பாளையம், மொரட்டுப்பாளையம், ஊத்துக்குளி, திருப்பூர். (3) க.சுசீல்வேல், சேடர்பாளையம், மொரட்டுப்பாளையம், ஊத்துக்குளி, திருப்பூர். xyxy=(787,1140,1118,1216)
booth-text: : தஸ்பவன், 4/755, செட்டி வீதி, விஜயமங்கலம், பெருந்துறை, ஈரோடு. xyxy=(148,172,366,199)
member-entry xyxy=(787,1098,1118,1130)
role-label: துணை அமைப்பாளர்கள் : xyxy=(787,498,921,509)
role-label: அமைப்பாளர் : xyxy=(432,766,513,777)
column-4 xyxy=(1130,116,1483,2305)
role-label: அமைப்பாளர் : xyxy=(76,721,163,733)
member-entry xyxy=(787,1252,1118,1284)
role-label: அமைப்பாளர் : xyxy=(787,1668,879,1680)
member-text: ரா.அய்யாவு, சோடாபாளையம், மொரட்டுப்பாளையம், ஊத்துக்குளி, திருப்பூர். xyxy=(787,840,1118,867)
member-entry xyxy=(787,732,1118,764)
panchayat-heading: அக்ரஹார பெரியபாளையம் ஊராட்சி xyxy=(1195,1325,1420,1345)
member-entry xyxy=(1142,1419,1473,1466)
role-label: அமைப்பாளர் : xyxy=(787,458,869,469)
member-text: மு.சிவானந்தம், 3/88, பள்ளக்காட்டூர், கம்புளியம்பட்டி, பெருந்துறை, ஈரோடு. xyxy=(76,567,408,595)
role-label: அமைப்பாளர் : xyxy=(787,1100,869,1112)
role-label: அமைப்பாளர் : xyxy=(76,965,146,977)
booth-text: : நா.கோபால், 2/36, ச.தளத்துப்பாளையம், ச.பெரியபாளையம், ஊத்துக்குளி, திருப்பூர். xyxy=(504,1192,698,1219)
branch-heading: கூடுதுறை தோட்டம் கிளை xyxy=(1226,1752,1388,1768)
member-entry xyxy=(76,451,408,531)
member-text: பா.ரகுபதி, திம்மநாயக்கம்பாளையம், மொரட்டுப்பாளையம், ஊத்துக்குளி, திருப்பூர். xyxy=(787,734,1118,761)
member-entry xyxy=(76,1876,408,1908)
role-label: அமைப்பாளர் : xyxy=(432,490,509,501)
member-entry xyxy=(76,841,408,873)
member-entry xyxy=(432,1851,763,1883)
member-text: (1) சி.வேலுச்சாமி, மொரட்டுப்பாளையம், ஊத்துக்குளி, திருப்பூர். (2) மு.சுப்பிரமணி, மொரட்டுப்பாளையம், ஊத்துக்குளி, திருப்பூர். xyxy=(787,652,1118,696)
member-text: (1) சிபூபதுசாமி, வெங்கலபாளையம், கத்தாங்கன்னி, பாப்பன்பாளையம், ஊத்துக்குளி, திருப்பூர். (2) மு.முருகேசன், வெங்கலபாளையம், கத்தாங்கன்னி, பாப்பன்பாளையம், ஊத்துக்குளி, திருப்பூர். (3) து.செல்வகுமார், வெங்கலபாளையம், கத்தாங்கன்னி, பாப்பன்பாளையம், ஊத்துக்குளி, திருப்பூர். xyxy=(787,254,1118,329)
member-entry xyxy=(76,605,408,685)
